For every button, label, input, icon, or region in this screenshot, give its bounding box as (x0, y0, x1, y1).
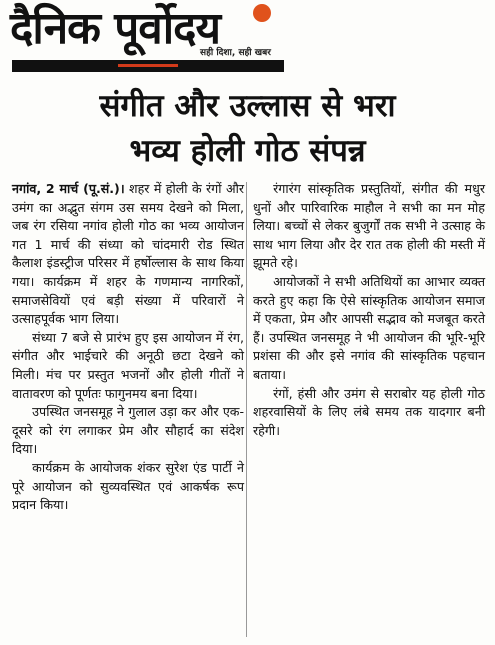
masthead-tagline: सही दिशा, सही खबर (200, 48, 271, 58)
masthead (0, 0, 495, 80)
article-paragraph (12, 180, 244, 329)
newspaper-logo-title: दैनिक पूर्वोदय (10, 3, 221, 54)
headline-line-1: संगीत और उल्लास से भरा (99, 88, 396, 124)
article-paragraph: कार्यक्रम के आयोजक शंकर सुरेश एंड पार्टी ने पूरे आयोजन को सुव्यवस्थित एवं आकर्षक रूप प्रदान किया। (12, 459, 244, 513)
article-dateline: नगांव, 2 मार्च (पू.सं.)। (12, 181, 125, 196)
article-headline (0, 84, 495, 174)
masthead-accent-line (118, 64, 178, 67)
column-divider (246, 182, 247, 637)
article-paragraph: रंगारंग सांस्कृतिक प्रस्तुतियों, संगीत की मधुर धुनों और पारिवारिक माहौल ने सभी का मन मोह लिया। बच्चों से लेकर बुजुर्गों तक सभी ने उत्साह के साथ भाग लिया और देर रात तक होली की मस्ती में झूमते रहे। (253, 181, 485, 271)
article-column-right (253, 180, 485, 440)
article-paragraph: संध्या 7 बजे से प्रारंभ हुए इस आयोजन में रंग, संगीत और भाईचारे की अनूठी छटा देखने को मिली। मंच पर प्रस्तुत भजनों और होली गीतों ने वातावरण को पूर्णतः फागुनमय बना दिया। (12, 329, 244, 401)
sun-logo-icon (253, 4, 271, 22)
article-paragraph: रंगों, हंसी और उमंग से सराबोर यह होली गोठ शहरवासियों के लिए लंबे समय तक यादगार बनी रहेगी। (253, 385, 485, 438)
headline-line-2: भव्य होली गोठ संपन्न (129, 133, 366, 169)
article-paragraph: आयोजकों ने सभी अतिथियों का आभार व्यक्त करते हुए कहा कि ऐसे सांस्कृतिक आयोजन समाज में एकता, प्रेम और आपसी सद्भाव को मजबूत करते हैं। उपस्थित जनसमूह ने भी आयोजन की भूरि-भूरि प्रशंसा की और इसे नगांव की सांस्कृतिक पहचान बताया। (253, 273, 485, 382)
paragraph-text: शहर में होली के रंगों और उमंग का अद्भुत संगम उस समय देखने को मिला, जब रंग रसिया नगांव होली गोठ का भव्य आयोजन गत 1 मार्च की संध्या को चांदमारी रोड स्थित कैलाश इंडस्ट्रीज परिसर में हर्षोल्लास के साथ किया गया। कार्यक्रम में शहर के गणमान्य नागरिकों, समाजसेवियों एवं बड़ी संख्या में परिवारों ने उत्साहपूर्वक भाग लिया। (12, 181, 244, 327)
article-column-left (12, 180, 244, 515)
article-paragraph: उपस्थित जनसमूह ने गुलाल उड़ा कर और एक-दूसरे को रंग लगाकर प्रेम और सौहार्द का संदेश दिया। (12, 404, 244, 457)
